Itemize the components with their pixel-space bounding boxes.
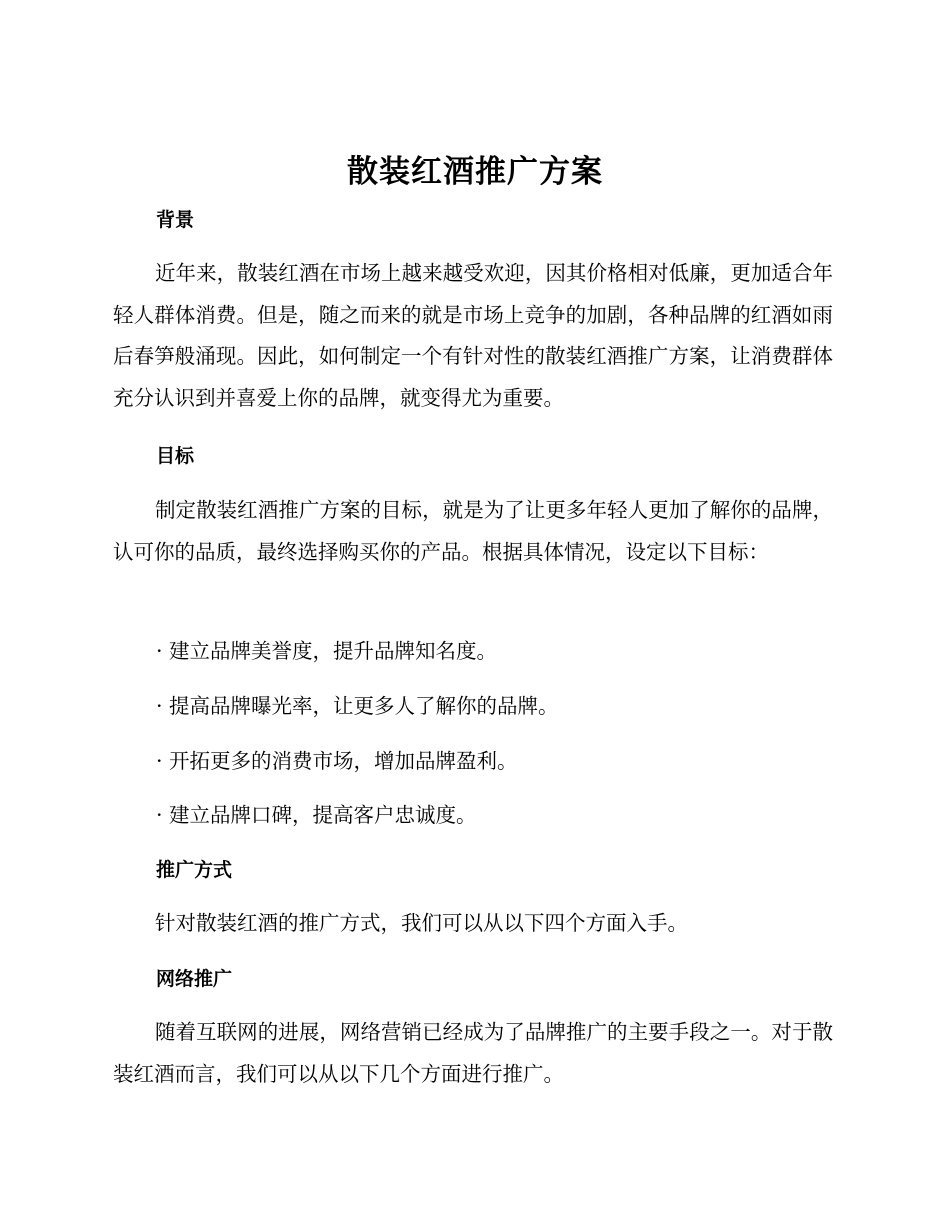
goal-list-item: · 开拓更多的消费市场，增加品牌盈利。 bbox=[156, 749, 518, 773]
goal-list-item: · 提高品牌曝光率，让更多人了解你的品牌。 bbox=[156, 694, 559, 718]
section-heading-methods: 推广方式 bbox=[156, 859, 233, 881]
methods-paragraph: 针对散装红酒的推广方式，我们可以从以下四个方面入手。 bbox=[155, 911, 688, 935]
section-heading-background: 背景 bbox=[156, 209, 195, 231]
document-title: 散装红酒推广方案 bbox=[347, 154, 603, 190]
online-paragraph: 随着互联网的进展，网络营销已经成为了品牌推广的主要手段之一。对于散装红酒而言，我们可以从以下几个方面进行推广。 bbox=[113, 1020, 833, 1086]
section-heading-online: 网络推广 bbox=[156, 968, 233, 990]
goal-list-item: · 建立品牌口碑，提高客户忠诚度。 bbox=[156, 803, 477, 827]
goals-paragraph: 制定散装红酒推广方案的目标，就是为了让更多年轻人更加了解你的品牌，认可你的品质，最终选择购买你的产品。根据具体情况，设定以下目标： bbox=[113, 498, 833, 564]
background-paragraph: 近年来，散装红酒在市场上越来越受欢迎，因其价格相对低廉，更加适合年轻人群体消费。但是，随之而来的就是市场上竞争的加剧，各种品牌的红酒如雨后春笋般涌现。因此，如何制定一个有针对性的散装红酒推广方案，让消费群体充分认识到并喜爱上你的品牌，就变得尤为重要。 bbox=[113, 261, 833, 410]
goal-list-item: · 建立品牌美誉度，提升品牌知名度。 bbox=[156, 639, 498, 663]
section-heading-goals: 目标 bbox=[156, 445, 195, 467]
